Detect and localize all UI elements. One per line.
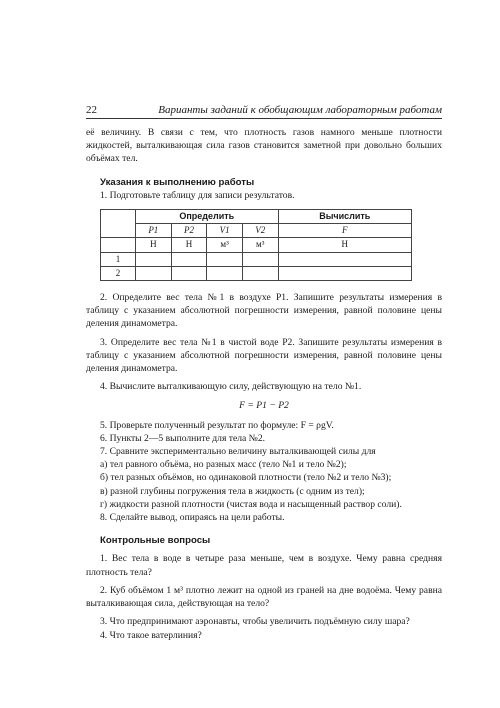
results-table <box>100 209 412 281</box>
column-v1: V1 <box>207 224 243 238</box>
step-7-item-c: в) разной глубины погружения тела в жидкость (с одним из тел); <box>100 485 365 497</box>
unit-p1: Н <box>136 238 172 252</box>
step-6: 6. Пункты 2—5 выполните для тела №2. <box>100 432 266 444</box>
table-symbols-row <box>101 224 412 238</box>
instructions-heading: Указания к выполнению работы <box>100 176 255 188</box>
unit-v1: м³ <box>207 238 243 252</box>
table-corner-cell <box>101 210 136 238</box>
table-row <box>101 252 412 266</box>
step-2: 2. Определите вес тела №1 в воздухе P1. Запишите результаты измерения в таблицу с указанием абсолютной погрешности измерения, равной половине цены деления динамометра. <box>86 292 442 330</box>
step-8: 8. Сделайте вывод, опираясь на цели работы. <box>100 512 285 524</box>
column-p2: P2 <box>171 224 207 238</box>
row-number: 1 <box>101 252 136 266</box>
question-3: 3. Что предпринимают аэронавты, чтобы увеличить подъёмную силу шара? <box>100 616 410 628</box>
table-row <box>101 266 412 280</box>
unit-f: Н <box>278 238 411 252</box>
question-2: 2. Куб объёмом 1 м³ плотно лежит на одной из граней на дне водоёма. Чему равна выталкивающая сила, действующая на тело? <box>86 584 442 610</box>
column-v2: V2 <box>242 224 278 238</box>
intro-paragraph: её величину. В связи с тем, что плотность газов намного меньше плотности жидкостей, выталкивающая сила газов становится заметной при довольно больших объёмах тел. <box>86 127 442 165</box>
unit-p2: Н <box>171 238 207 252</box>
running-header <box>86 104 442 119</box>
page-number: 22 <box>86 104 97 116</box>
group-calculate: Вычислить <box>278 210 411 224</box>
formula: F = P1 − P2 <box>239 400 289 412</box>
units-label-cell <box>101 238 136 252</box>
page-content <box>86 126 442 642</box>
row-number: 2 <box>101 266 136 280</box>
column-p1: P1 <box>136 224 172 238</box>
step-4: 4. Вычислите выталкивающую силу, действующую на тело №1. <box>100 381 362 393</box>
questions-heading: Контрольные вопросы <box>100 535 211 547</box>
step-5: 5. Проверьте полученный результат по формуле: F = ρgV. <box>100 419 334 431</box>
group-determine: Определить <box>136 210 279 224</box>
step-1: 1. Подготовьте таблицу для записи результатов. <box>100 189 295 201</box>
column-f: F <box>278 224 411 238</box>
step-7: 7. Сравните экспериментально величину выталкивающей силы для <box>100 446 376 458</box>
step-7-item-a: а) тел равного объёма, но разных масс (тело №1 и тело №2); <box>100 459 347 471</box>
step-3: 3. Определите вес тела №1 в чистой воде P2. Запишите результаты измерения в таблицу с указанием абсолютной погрешности измерения, равной половине цены деления динамометра. <box>86 336 442 375</box>
table-header-row <box>101 210 412 224</box>
table-units-row <box>101 238 412 252</box>
running-title: Варианты заданий к обобщающим лабораторным работам <box>158 104 442 116</box>
question-1: 1. Вес тела в воде в четыре раза меньше, чем в воздухе. Чему равна средняя плотность тела? <box>86 553 442 578</box>
unit-v2: м³ <box>242 238 278 252</box>
step-7-item-b: б) тел разных объёмов, но одинаковой плотности (тело №2 и тело №3); <box>100 472 392 484</box>
question-4: 4. Что такое ватерлиния? <box>100 629 202 641</box>
step-7-item-d: г) жидкости разной плотности (чистая вода и насыщенный раствор соли). <box>100 498 402 510</box>
